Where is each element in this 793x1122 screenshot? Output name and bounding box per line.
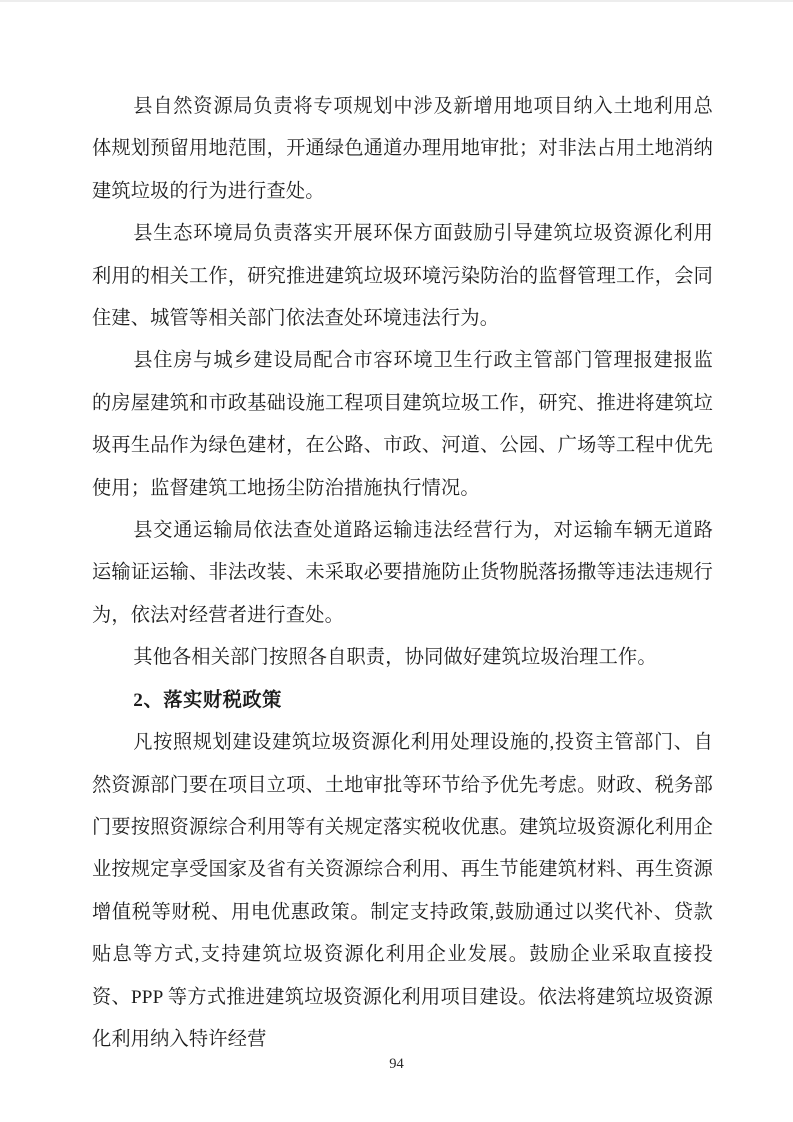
paragraph-housing-construction-bureau: 县住房与城乡建设局配合市容环境卫生行政主管部门管理报建报监的房屋建筑和市政基础设施工程项目建筑垃圾工作，研究、推进将建筑垃圾再生品作为绿色建材，在公路、市政、河道、公园、广场等工程中优先使用；监督建筑工地扬尘防治措施执行情况。: [92, 350, 713, 499]
paragraph-natural-resources-bureau: 县自然资源局负责将专项规划中涉及新增用地项目纳入土地利用总体规划预留用地范围，开通绿色通道办理用地审批；对非法占用土地消纳建筑垃圾的行为进行查处。: [92, 96, 713, 202]
page-footer: [0, 1054, 793, 1074]
section-heading-fiscal-tax-policy: 2、落实财税政策: [133, 689, 282, 711]
paragraph-other-departments: 其他各相关部门按照各自职责，协同做好建筑垃圾治理工作。: [133, 647, 657, 669]
document-body: [92, 86, 713, 1061]
page-number: 94: [389, 1056, 404, 1072]
paragraph-transportation-bureau: 县交通运输局依法查处道路运输违法经营行为，对运输车辆无道路运输证运输、非法改装、未采取必要措施防止货物脱落扬撒等违法违规行为，依法对经营者进行查处。: [92, 520, 713, 626]
paragraph-ecology-environment-bureau: 县生态环境局负责落实开展环保方面鼓励引导建筑垃圾资源化利用利用的相关工作，研究推进建筑垃圾环境污染防治的监督管理工作，会同住建、城管等相关部门依法查处环境违法行为。: [92, 223, 713, 330]
paragraph-fiscal-tax-policy-body: 凡按照规划建设建筑垃圾资源化利用处理设施的,投资主管部门、自然资源部门要在项目立项、土地审批等环节给予优先考虑。财政、税务部门要按照资源综合利用等有关规定落实税收优惠。建筑垃圾资源化利用企业按规定享受国家及省有关资源综合利用、再生节能建筑材料、再生资源增值税等财税、用电优惠政策。制定支持政策,鼓励通过以奖代补、贷款贴息等方式,支持建筑垃圾资源化利用企业发展。鼓励企业采取直接投资、PPP 等方式推进建筑垃圾资源化利用项目建设。依法将建筑垃圾资源化利用纳入特许经营: [92, 732, 713, 1050]
